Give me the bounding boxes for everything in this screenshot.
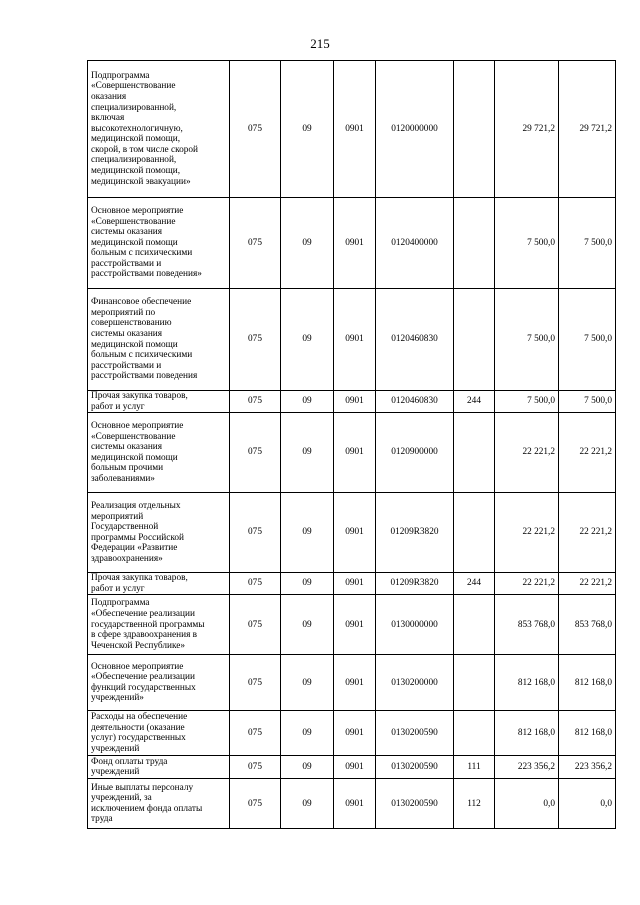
cell-target-article: 0120460830 — [376, 391, 454, 413]
cell-target-article: 0130200000 — [376, 655, 454, 711]
cell-section: 09 — [281, 413, 334, 493]
cell-amount-1: 22 221,2 — [495, 573, 559, 595]
cell-section: 09 — [281, 779, 334, 829]
cell-name: Реализация отдельных мероприятий Государственной программы Российской Федерации «Развитие здравоохранения» — [88, 493, 230, 573]
cell-expense-type — [454, 711, 495, 756]
cell-target-article: 0130000000 — [376, 595, 454, 655]
table-row — [88, 289, 616, 391]
cell-expense-type — [454, 61, 495, 198]
cell-amount-1: 853 768,0 — [495, 595, 559, 655]
cell-amount-2: 0,0 — [559, 779, 616, 829]
cell-subsection: 0901 — [334, 61, 376, 198]
table-row — [88, 655, 616, 711]
cell-target-article: 0120900000 — [376, 413, 454, 493]
cell-section: 09 — [281, 655, 334, 711]
cell-amount-2: 812 168,0 — [559, 655, 616, 711]
cell-grbs: 075 — [230, 711, 281, 756]
cell-name: Расходы на обеспечение деятельности (оказание услуг) государственных учреждений — [88, 711, 230, 756]
cell-section: 09 — [281, 289, 334, 391]
cell-expense-type: 244 — [454, 573, 495, 595]
cell-name: Подпрограмма «Обеспечение реализации государственной программы в сфере здравоохранения в Чеченской Республике» — [88, 595, 230, 655]
cell-amount-1: 7 500,0 — [495, 198, 559, 289]
cell-grbs: 075 — [230, 413, 281, 493]
cell-amount-2: 7 500,0 — [559, 391, 616, 413]
cell-name: Фонд оплаты труда учреждений — [88, 756, 230, 779]
cell-amount-1: 0,0 — [495, 779, 559, 829]
table-row — [88, 756, 616, 779]
page-number: 215 — [310, 36, 330, 51]
cell-name: Иные выплаты персоналу учреждений, за исключением фонда оплаты труда — [88, 779, 230, 829]
cell-grbs: 075 — [230, 779, 281, 829]
cell-amount-1: 812 168,0 — [495, 655, 559, 711]
cell-grbs: 075 — [230, 391, 281, 413]
cell-target-article: 0130200590 — [376, 756, 454, 779]
cell-amount-2: 22 221,2 — [559, 493, 616, 573]
table-row — [88, 198, 616, 289]
cell-target-article: 0120000000 — [376, 61, 454, 198]
cell-target-article: 0120400000 — [376, 198, 454, 289]
budget-table — [87, 60, 616, 829]
table-row — [88, 779, 616, 829]
cell-name: Финансовое обеспечение мероприятий по совершенствованию системы оказания медицинской помощи больным с психическими расстройствами и расстройствами поведения — [88, 289, 230, 391]
table-row — [88, 391, 616, 413]
cell-name: Прочая закупка товаров, работ и услуг — [88, 391, 230, 413]
cell-amount-1: 223 356,2 — [495, 756, 559, 779]
cell-expense-type: 111 — [454, 756, 495, 779]
cell-subsection: 0901 — [334, 573, 376, 595]
cell-name: Прочая закупка товаров, работ и услуг — [88, 573, 230, 595]
cell-expense-type: 112 — [454, 779, 495, 829]
cell-amount-2: 812 168,0 — [559, 711, 616, 756]
cell-amount-2: 853 768,0 — [559, 595, 616, 655]
cell-expense-type — [454, 595, 495, 655]
cell-amount-1: 812 168,0 — [495, 711, 559, 756]
table-row — [88, 413, 616, 493]
cell-name: Подпрограмма «Совершенствование оказания специализированной, включая высокотехнологичную, медицинской помощи, скорой, в том числе скорой специализированной, медицинской помощи, медицинской эвакуации» — [88, 61, 230, 198]
table-row — [88, 61, 616, 198]
cell-subsection: 0901 — [334, 655, 376, 711]
table-row — [88, 493, 616, 573]
cell-section: 09 — [281, 61, 334, 198]
cell-section: 09 — [281, 198, 334, 289]
cell-target-article: 0130200590 — [376, 711, 454, 756]
cell-subsection: 0901 — [334, 779, 376, 829]
cell-amount-1: 22 221,2 — [495, 413, 559, 493]
cell-target-article: 01209R3820 — [376, 573, 454, 595]
cell-amount-2: 223 356,2 — [559, 756, 616, 779]
cell-grbs: 075 — [230, 493, 281, 573]
cell-subsection: 0901 — [334, 756, 376, 779]
cell-grbs: 075 — [230, 289, 281, 391]
cell-subsection: 0901 — [334, 198, 376, 289]
cell-subsection: 0901 — [334, 493, 376, 573]
cell-amount-1: 7 500,0 — [495, 391, 559, 413]
cell-expense-type — [454, 198, 495, 289]
cell-target-article: 01209R3820 — [376, 493, 454, 573]
cell-amount-1: 29 721,2 — [495, 61, 559, 198]
cell-expense-type: 244 — [454, 391, 495, 413]
cell-expense-type — [454, 413, 495, 493]
cell-grbs: 075 — [230, 61, 281, 198]
cell-amount-2: 29 721,2 — [559, 61, 616, 198]
cell-section: 09 — [281, 711, 334, 756]
cell-grbs: 075 — [230, 655, 281, 711]
table-row — [88, 573, 616, 595]
cell-name: Основное мероприятие «Совершенствование системы оказания медицинской помощи больным с психическими расстройствами и расстройствами поведения» — [88, 198, 230, 289]
cell-grbs: 075 — [230, 756, 281, 779]
cell-name: Основное мероприятие «Совершенствование системы оказания медицинской помощи больным прочими заболеваниями» — [88, 413, 230, 493]
cell-amount-2: 22 221,2 — [559, 573, 616, 595]
cell-amount-2: 22 221,2 — [559, 413, 616, 493]
cell-grbs: 075 — [230, 573, 281, 595]
table-row — [88, 595, 616, 655]
cell-section: 09 — [281, 756, 334, 779]
cell-section: 09 — [281, 595, 334, 655]
cell-expense-type — [454, 289, 495, 391]
cell-amount-1: 22 221,2 — [495, 493, 559, 573]
cell-section: 09 — [281, 493, 334, 573]
cell-subsection: 0901 — [334, 289, 376, 391]
cell-expense-type — [454, 493, 495, 573]
cell-target-article: 0130200590 — [376, 779, 454, 829]
cell-section: 09 — [281, 391, 334, 413]
cell-subsection: 0901 — [334, 391, 376, 413]
cell-subsection: 0901 — [334, 595, 376, 655]
cell-amount-1: 7 500,0 — [495, 289, 559, 391]
table-row — [88, 711, 616, 756]
cell-target-article: 0120460830 — [376, 289, 454, 391]
table-body — [88, 61, 616, 829]
cell-section: 09 — [281, 573, 334, 595]
cell-expense-type — [454, 655, 495, 711]
cell-subsection: 0901 — [334, 711, 376, 756]
cell-subsection: 0901 — [334, 413, 376, 493]
cell-grbs: 075 — [230, 198, 281, 289]
cell-name: Основное мероприятие «Обеспечение реализации функций государственных учреждений» — [88, 655, 230, 711]
cell-amount-2: 7 500,0 — [559, 198, 616, 289]
cell-grbs: 075 — [230, 595, 281, 655]
cell-amount-2: 7 500,0 — [559, 289, 616, 391]
